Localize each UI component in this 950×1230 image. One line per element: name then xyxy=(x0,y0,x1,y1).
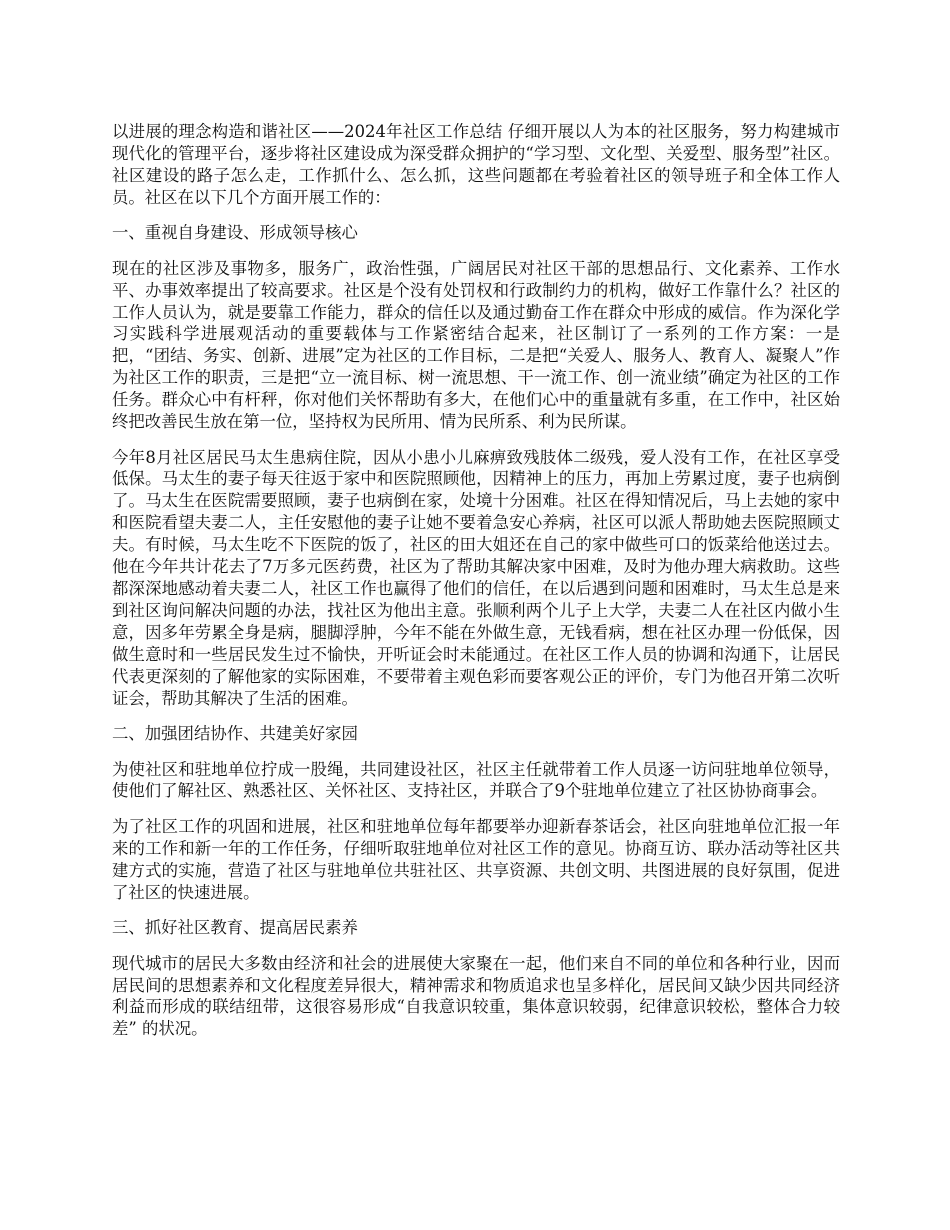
document-body xyxy=(112,121,840,1054)
body-paragraph: 现代城市的居民大多数由经济和社会的进展使大家聚在一起，他们来自不同的单位和各种行业，因而居民间的思想素养和文化程度差异很大，精神需求和物质追求也呈多样化，居民间又缺少因共同经济利益而形成的联结纽带，这很容易形成“自我意识较重，集体意识较弱，纪律意识较松，整体合力较差” 的状况。 xyxy=(112,953,840,1039)
intro-paragraph: 以进展的理念构造和谐社区——2024年社区工作总结 仔细开展以人为本的社区服务，努力构建城市现代化的管理平台，逐步将社区建设成为深受群众拥护的“学习型、文化型、关爱型、服务型”社区。社区建设的路子怎么走，工作抓什么、怎么抓，这些问题都在考验着社区的领导班子和全体工作人员。社区在以下几个方面开展工作的： xyxy=(112,122,840,207)
body-paragraph: 为了社区工作的巩固和进展，社区和驻地单位每年都要举办迎新春茶话会，社区向驻地单位汇报一年来的工作和新一年的工作任务，仔细听取驻地单位对社区工作的意见。协商互访、联办活动等社区共建方式的实施，营造了社区与驻地单位共驻社区、共享资源、共创文明、共图进展的良好氛围，促进了社区的快速进展。 xyxy=(112,816,840,902)
section-heading-3: 三、抓好社区教育、提高居民素养 xyxy=(112,918,358,938)
section-heading-2: 二、加强团结协作、共建美好家园 xyxy=(112,724,358,744)
body-paragraph: 现在的社区涉及事物多，服务广，政治性强，广阔居民对社区干部的思想品行、文化素养、工作水平、办事效率提出了较高要求。社区是个没有处罚权和行政制约力的机构，做好工作靠什么？社区的工作人员认为，就是要靠工作能力，群众的信任以及通过勤奋工作在群众中形成的威信。作为深化学习实践科学进展观活动的重要载体与工作紧密结合起来，社区制订了一系列的工作方案：一是把，“团结、务实、创新、进展”定为社区的工作目标，二是把“关爱人、服务人、教育人、凝聚人”作为社区工作的职责，三是把“立一流目标、树一流思想、干一流工作、创一流业绩”确定为社区的工作任务。群众心中有杆秤，你对他们关怀帮助有多大，在他们心中的重量就有多重，在工作中，社区始终把改善民生放在第一位，坚持权为民所用、情为民所系、利为民所谋。 xyxy=(112,258,840,432)
section-heading-1: 一、重视自身建设、形成领导核心 xyxy=(112,223,358,243)
body-paragraph: 今年8月社区居民马太生患病住院，因从小患小儿麻痹致残肢体二级残，爱人没有工作，在社区享受低保。马太生的妻子每天往返于家中和医院照顾他，因精神上的压力，再加上劳累过度，妻子也病倒了。马太生在医院需要照顾，妻子也病倒在家，处境十分困难。社区在得知情况后，马上去她的家中和医院看望夫妻二人，主任安慰他的妻子让她不要着急安心养病，社区可以派人帮助她去医院照顾丈夫。有时候，马太生吃不下医院的饭了，社区的田大姐还在自己的家中做些可口的饭菜给他送过去。他在今年共计花去了7万多元医药费，社区为了帮助其解决家中困难，及时为他办理大病救助。这些都深深地感动着夫妻二人，社区工作也赢得了他们的信任，在以后遇到问题和困难时，马太生总是来到社区询问解决问题的办法，找社区为他出主意。张顺利两个儿子上大学，夫妻二人在社区内做小生意，因多年劳累全身是病，腿脚浮肿，今年不能在外做生意，无钱看病，想在社区办理一份低保，因做生意时和一些居民发生过不愉快，开听证会时未能通过。在社区工作人员的协调和沟通下，让居民代表更深刻的了解他家的实际困难，不要带着主观色彩而要客观公正的评价，专门为他召开第二次听证会，帮助其解决了生活的困难。 xyxy=(112,447,840,708)
body-paragraph: 为使社区和驻地单位拧成一股绳，共同建设社区，社区主任就带着工作人员逐一访问驻地单位领导，使他们了解社区、熟悉社区、关怀社区、支持社区，并联合了9个驻地单位建立了社区协协商事会。 xyxy=(112,759,840,801)
